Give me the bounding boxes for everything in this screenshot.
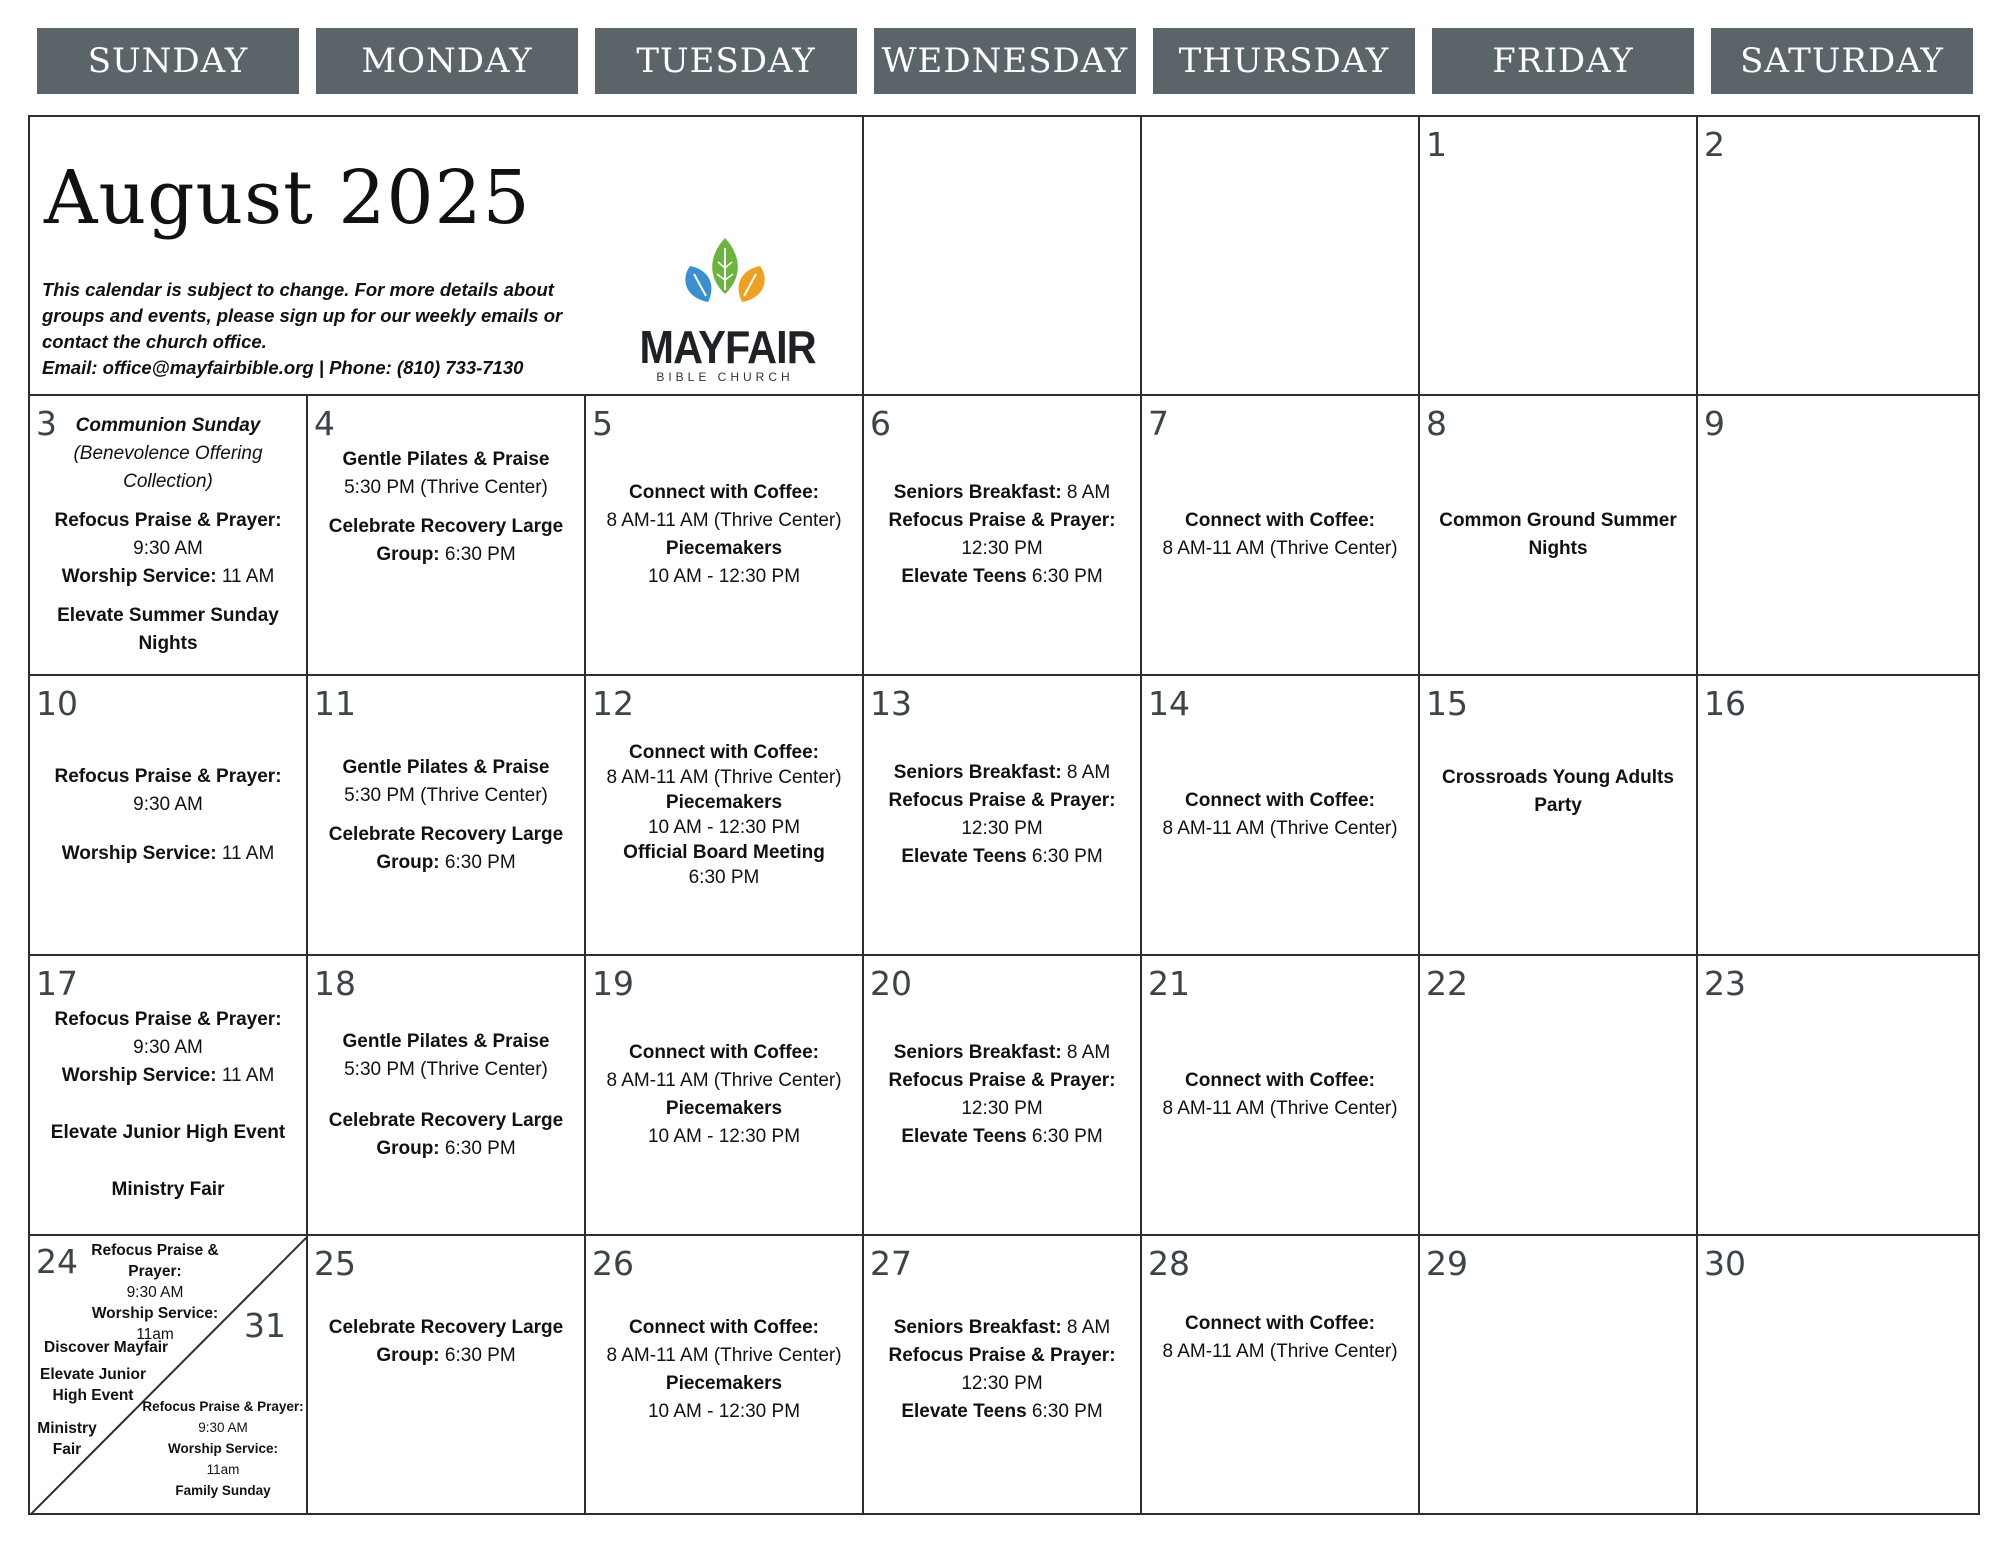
event-title bbox=[629, 1040, 819, 1066]
event-title bbox=[70, 1240, 240, 1282]
calendar-cell-aug-3[interactable] bbox=[30, 396, 308, 676]
event-list bbox=[596, 1236, 852, 1515]
event-name: Worship Service: bbox=[61, 842, 217, 864]
event-title bbox=[376, 1343, 515, 1369]
note-line: groups and events, please sign up for our weekly emails or bbox=[42, 305, 563, 326]
weekday-header-tuesday bbox=[595, 28, 857, 94]
event-list bbox=[318, 956, 574, 1234]
date-number: 7 bbox=[1148, 404, 1169, 443]
date-number: 13 bbox=[870, 684, 912, 723]
calendar-cell-aug-24-31[interactable] bbox=[30, 1236, 308, 1515]
event-time: 10 AM - 12:30 PM bbox=[647, 1126, 801, 1147]
event-name: Party bbox=[1534, 795, 1582, 816]
calendar-cell-aug-26[interactable] bbox=[586, 1236, 864, 1515]
event-time: 5:30 PM (Thrive Center) bbox=[344, 477, 548, 498]
event-title bbox=[666, 791, 782, 814]
event-time: 9:30 AM bbox=[126, 1284, 184, 1301]
event-time: 12:30 PM bbox=[961, 818, 1043, 839]
event-time: 11 AM bbox=[216, 566, 275, 587]
weekday-header-monday bbox=[316, 28, 578, 94]
date-number: 22 bbox=[1426, 964, 1468, 1003]
event-name: Nights bbox=[138, 633, 198, 654]
event-name: Refocus Praise & Prayer: bbox=[54, 1009, 282, 1030]
calendar-cell-aug-23[interactable] bbox=[1698, 956, 1978, 1236]
event-time: 8 AM-11 AM (Thrive Center) bbox=[606, 767, 842, 788]
event-time: 8 AM-11 AM (Thrive Center) bbox=[606, 510, 842, 531]
date-number: 6 bbox=[870, 404, 891, 443]
event-name: Refocus Praise & Prayer: bbox=[91, 1242, 219, 1280]
calendar-cell-aug-28[interactable] bbox=[1142, 1236, 1420, 1515]
calendar-cell-aug-12[interactable] bbox=[586, 676, 864, 956]
event-time: 9:30 AM bbox=[133, 1037, 203, 1058]
event-name: Family Sunday bbox=[175, 1483, 271, 1498]
event-title bbox=[329, 822, 563, 848]
calendar-cell-aug-13[interactable] bbox=[864, 676, 1142, 956]
event-time: 8 AM-11 AM (Thrive Center) bbox=[1162, 538, 1398, 559]
date-number: 25 bbox=[314, 1244, 356, 1283]
event-title bbox=[666, 536, 782, 562]
event-name: Connect with Coffee: bbox=[629, 1317, 819, 1338]
weekday-header-wednesday bbox=[874, 28, 1136, 94]
event-detail bbox=[73, 441, 262, 467]
event-list bbox=[874, 676, 1130, 954]
event-time: 6:30 PM bbox=[688, 867, 760, 888]
calendar-cell-aug-1[interactable] bbox=[1420, 117, 1698, 396]
date-number: 20 bbox=[870, 964, 912, 1003]
date-number: 11 bbox=[314, 684, 356, 723]
event-title bbox=[901, 844, 1102, 870]
page-title: August 2025 bbox=[44, 155, 531, 241]
event-list bbox=[596, 676, 852, 954]
event-name: Worship Service: bbox=[61, 566, 217, 587]
event-name: Elevate Teens bbox=[901, 846, 1027, 867]
event-time: 12:30 PM bbox=[961, 538, 1043, 559]
event-name: Elevate Junior bbox=[40, 1366, 146, 1383]
event-title bbox=[62, 564, 275, 590]
event-name: Celebrate Recovery Large bbox=[328, 1317, 564, 1338]
calendar-cell-empty bbox=[864, 117, 1142, 396]
calendar-cell-aug-8[interactable] bbox=[1420, 396, 1698, 676]
event-list bbox=[1152, 1236, 1408, 1515]
event-time: 11 AM bbox=[216, 842, 275, 864]
event-list bbox=[40, 676, 296, 954]
event-name: Connect with Coffee: bbox=[1185, 1313, 1375, 1334]
mayfair-logo bbox=[630, 232, 820, 382]
event-title bbox=[54, 764, 281, 790]
event-elevate-junior-high bbox=[38, 1364, 148, 1406]
event-time: 10 AM - 12:30 PM bbox=[647, 1401, 801, 1422]
event-time: 9:30 AM bbox=[133, 793, 203, 815]
calendar-cell-aug-18[interactable] bbox=[308, 956, 586, 1236]
event-title bbox=[57, 603, 279, 629]
event-title bbox=[666, 1371, 782, 1397]
event-name: Refocus Praise & Prayer: bbox=[142, 1399, 304, 1414]
event-name: Group: bbox=[376, 1345, 440, 1366]
event-name: Piecemakers bbox=[665, 792, 783, 813]
event-name: Connect with Coffee: bbox=[1185, 790, 1375, 811]
date-number: 26 bbox=[592, 1244, 634, 1283]
event-title bbox=[629, 741, 819, 764]
calendar-cell-aug-14[interactable] bbox=[1142, 676, 1420, 956]
date-number: 10 bbox=[36, 684, 78, 723]
event-title bbox=[894, 480, 1110, 506]
date-number: 23 bbox=[1704, 964, 1746, 1003]
event-name: Worship Service: bbox=[91, 1305, 219, 1322]
event-title bbox=[894, 760, 1110, 786]
event-name: Seniors Breakfast: bbox=[893, 1042, 1062, 1063]
calendar-cell-aug-22[interactable] bbox=[1420, 956, 1698, 1236]
event-title bbox=[54, 1007, 281, 1033]
date-number: 8 bbox=[1426, 404, 1447, 443]
event-name: Discover Mayfair bbox=[44, 1339, 169, 1356]
event-time: 8 AM-11 AM (Thrive Center) bbox=[606, 1070, 842, 1091]
event-title bbox=[894, 1040, 1110, 1066]
event-name: Piecemakers bbox=[665, 1098, 783, 1119]
event-time: 5:30 PM (Thrive Center) bbox=[344, 1058, 548, 1080]
event-name: Elevate Teens bbox=[901, 1126, 1027, 1147]
event-note: Collection) bbox=[123, 471, 213, 492]
calendar-cell-aug-6[interactable] bbox=[864, 396, 1142, 676]
event-list bbox=[1152, 396, 1408, 674]
date-number: 16 bbox=[1704, 684, 1746, 723]
event-title bbox=[62, 1063, 275, 1089]
event-name: Seniors Breakfast: bbox=[893, 762, 1062, 783]
event-name: Refocus Praise & Prayer: bbox=[54, 510, 282, 531]
calendar-cell-aug-5[interactable] bbox=[586, 396, 864, 676]
event-time: 11 AM bbox=[216, 1065, 275, 1086]
event-list bbox=[1430, 396, 1686, 674]
weekday-label: THURSDAY bbox=[1178, 41, 1390, 81]
calendar-title-cell bbox=[30, 117, 864, 396]
event-time: 6:30 PM bbox=[1026, 1126, 1103, 1147]
event-name: Gentle Pilates & Praise bbox=[342, 756, 550, 778]
calendar-cell-aug-17[interactable] bbox=[30, 956, 308, 1236]
event-title bbox=[1185, 1068, 1375, 1094]
event-name: Refocus Praise & Prayer: bbox=[888, 790, 1116, 811]
event-time: 9:30 AM bbox=[133, 538, 203, 559]
event-list bbox=[874, 396, 1130, 674]
event-time: 6:30 PM bbox=[1026, 846, 1103, 867]
event-title bbox=[343, 1029, 550, 1055]
event-time: 12:30 PM bbox=[961, 1373, 1043, 1394]
event-title bbox=[1185, 508, 1375, 534]
weekday-label: SATURDAY bbox=[1740, 41, 1944, 81]
event-time: 6:30 PM bbox=[1026, 566, 1103, 587]
event-list bbox=[318, 396, 574, 674]
event-name: Ministry bbox=[37, 1420, 97, 1437]
event-list-31 bbox=[140, 1396, 306, 1501]
calendar-cell-aug-21[interactable] bbox=[1142, 956, 1420, 1236]
date-number: 15 bbox=[1426, 684, 1468, 723]
contact-line: Email: office@mayfairbible.org | Phone: (810) 733-7130 bbox=[42, 357, 524, 378]
event-title bbox=[901, 1124, 1102, 1150]
event-title bbox=[888, 508, 1115, 534]
event-time: 8 AM-11 AM (Thrive Center) bbox=[1162, 818, 1398, 839]
event-title bbox=[376, 542, 515, 568]
date-number: 28 bbox=[1148, 1244, 1190, 1283]
weekday-label: FRIDAY bbox=[1492, 41, 1634, 81]
event-name: Connect with Coffee: bbox=[1185, 1070, 1375, 1091]
calendar-cell-aug-19[interactable] bbox=[586, 956, 864, 1236]
event-detail bbox=[123, 469, 213, 495]
event-title bbox=[329, 514, 563, 540]
event-title bbox=[343, 447, 550, 473]
date-number: 3 bbox=[36, 404, 57, 443]
event-name: Connect with Coffee: bbox=[629, 482, 819, 503]
calendar-grid bbox=[28, 115, 1980, 1515]
event-time: 8 AM bbox=[1061, 482, 1111, 503]
event-title bbox=[76, 413, 261, 439]
weekday-header-sunday bbox=[37, 28, 299, 94]
event-time: 8 AM-11 AM (Thrive Center) bbox=[606, 1345, 842, 1366]
event-name: Gentle Pilates & Praise bbox=[342, 1030, 550, 1052]
event-title bbox=[112, 1177, 225, 1203]
event-name: Elevate Teens bbox=[901, 1401, 1027, 1422]
calendar-cell-aug-4[interactable] bbox=[308, 396, 586, 676]
event-title bbox=[1185, 788, 1375, 814]
event-list bbox=[40, 404, 296, 674]
event-title bbox=[62, 841, 275, 867]
event-name: Elevate Summer Sunday bbox=[57, 605, 279, 626]
event-name: Connect with Coffee: bbox=[629, 1042, 819, 1063]
event-title bbox=[1534, 793, 1582, 819]
calendar-cell-aug-27[interactable] bbox=[864, 1236, 1142, 1515]
event-time: 6:30 PM bbox=[439, 851, 516, 873]
event-title bbox=[901, 1399, 1102, 1425]
event-name: Communion Sunday bbox=[75, 415, 261, 436]
event-name: Connect with Coffee: bbox=[629, 742, 819, 763]
event-name: Worship Service: bbox=[61, 1065, 217, 1086]
date-number: 9 bbox=[1704, 404, 1725, 443]
event-title bbox=[54, 508, 281, 534]
calendar-cell-aug-20[interactable] bbox=[864, 956, 1142, 1236]
event-time: 12:30 PM bbox=[961, 1098, 1043, 1119]
event-title bbox=[1528, 536, 1587, 562]
calendar-note bbox=[42, 277, 602, 381]
event-time: 9:30 AM bbox=[198, 1420, 248, 1435]
event-name: Celebrate Recovery Large bbox=[328, 1109, 564, 1131]
event-list bbox=[596, 956, 852, 1234]
event-name: Refocus Praise & Prayer: bbox=[54, 765, 282, 787]
event-time: 11am bbox=[206, 1462, 240, 1477]
date-number: 31 bbox=[244, 1306, 286, 1345]
event-title bbox=[376, 850, 515, 876]
note-line: contact the church office. bbox=[42, 331, 267, 352]
event-name: Common Ground Summer bbox=[1439, 510, 1677, 531]
date-number: 19 bbox=[592, 964, 634, 1003]
event-list bbox=[1152, 676, 1408, 954]
event-name: Fair bbox=[52, 1441, 82, 1458]
event-name: Official Board Meeting bbox=[623, 842, 825, 863]
event-discover-mayfair bbox=[44, 1337, 168, 1358]
event-time: 10 AM - 12:30 PM bbox=[647, 817, 801, 838]
event-name: Celebrate Recovery Large bbox=[328, 823, 564, 845]
leaf-logo-icon bbox=[630, 232, 820, 327]
event-name: Worship Service: bbox=[167, 1441, 279, 1456]
event-title bbox=[329, 1108, 563, 1134]
weekday-header-thursday bbox=[1153, 28, 1415, 94]
event-title bbox=[888, 1068, 1115, 1094]
event-title bbox=[888, 788, 1115, 814]
weekday-label: WEDNESDAY bbox=[881, 41, 1129, 81]
event-time: 6:30 PM bbox=[439, 1137, 516, 1159]
date-number: 24 bbox=[36, 1242, 78, 1281]
event-title bbox=[51, 1120, 285, 1146]
event-name: Piecemakers bbox=[665, 1373, 783, 1394]
event-time: 11am bbox=[136, 1326, 174, 1343]
event-list bbox=[1152, 956, 1408, 1234]
event-time: 8 AM bbox=[1061, 762, 1111, 783]
event-time: 8 AM-11 AM (Thrive Center) bbox=[1162, 1341, 1398, 1362]
event-title bbox=[629, 1315, 819, 1341]
date-number: 17 bbox=[36, 964, 78, 1003]
calendar-cell-aug-29[interactable] bbox=[1420, 1236, 1698, 1515]
event-list-24 bbox=[70, 1240, 240, 1345]
event-title bbox=[623, 841, 825, 864]
event-time: 10 AM - 12:30 PM bbox=[647, 566, 801, 587]
event-list bbox=[874, 1236, 1130, 1515]
event-name: Celebrate Recovery Large bbox=[328, 516, 564, 537]
weekday-label: MONDAY bbox=[361, 41, 533, 81]
date-number: 27 bbox=[870, 1244, 912, 1283]
event-list bbox=[40, 956, 296, 1234]
event-list bbox=[1430, 676, 1686, 954]
event-name: Refocus Praise & Prayer: bbox=[888, 510, 1116, 531]
calendar-cell-aug-15[interactable] bbox=[1420, 676, 1698, 956]
event-list bbox=[874, 956, 1130, 1234]
event-title bbox=[888, 1343, 1115, 1369]
event-name: Seniors Breakfast: bbox=[893, 1317, 1062, 1338]
event-title bbox=[1442, 765, 1674, 791]
event-title bbox=[1439, 508, 1677, 534]
date-number: 21 bbox=[1148, 964, 1190, 1003]
event-ministry-fair bbox=[32, 1418, 102, 1460]
calendar-cell-aug-30[interactable] bbox=[1698, 1236, 1978, 1515]
event-name: Gentle Pilates & Praise bbox=[342, 449, 550, 470]
date-number: 29 bbox=[1426, 1244, 1468, 1283]
event-name: Connect with Coffee: bbox=[1185, 510, 1375, 531]
event-time: 6:30 PM bbox=[1026, 1401, 1103, 1422]
date-number: 2 bbox=[1704, 125, 1725, 164]
weekday-header-saturday bbox=[1711, 28, 1973, 94]
calendar-cell-aug-16[interactable] bbox=[1698, 676, 1978, 956]
event-name: Group: bbox=[376, 1137, 440, 1159]
event-name: Elevate Teens bbox=[901, 566, 1027, 587]
event-name: Refocus Praise & Prayer: bbox=[888, 1070, 1116, 1091]
calendar-cell-aug-10[interactable] bbox=[30, 676, 308, 956]
event-name: Crossroads Young Adults bbox=[1442, 767, 1674, 788]
date-number: 14 bbox=[1148, 684, 1190, 723]
date-number: 30 bbox=[1704, 1244, 1746, 1283]
event-title bbox=[376, 1136, 515, 1162]
calendar-cell-aug-25[interactable] bbox=[308, 1236, 586, 1515]
event-title bbox=[894, 1315, 1110, 1341]
weekday-label: SUNDAY bbox=[87, 41, 249, 81]
event-title bbox=[901, 564, 1102, 590]
event-name: Piecemakers bbox=[665, 538, 783, 559]
event-time: 5:30 PM (Thrive Center) bbox=[344, 784, 548, 806]
date-number: 12 bbox=[592, 684, 634, 723]
logo-subtitle: BIBLE CHURCH bbox=[656, 370, 794, 384]
event-list bbox=[318, 676, 574, 954]
weekday-label: TUESDAY bbox=[636, 41, 816, 81]
event-list bbox=[596, 396, 852, 674]
date-number: 1 bbox=[1426, 125, 1447, 164]
event-note: (Benevolence Offering bbox=[73, 443, 263, 464]
event-name: Seniors Breakfast: bbox=[893, 482, 1062, 503]
calendar-cell-aug-7[interactable] bbox=[1142, 396, 1420, 676]
calendar-cell-aug-9[interactable] bbox=[1698, 396, 1978, 676]
calendar-cell-aug-11[interactable] bbox=[308, 676, 586, 956]
weekday-header-friday bbox=[1432, 28, 1694, 94]
event-name: Refocus Praise & Prayer: bbox=[888, 1345, 1116, 1366]
event-title bbox=[343, 755, 550, 781]
event-name: Group: bbox=[376, 851, 440, 873]
event-title bbox=[1185, 1311, 1375, 1337]
event-time: 6:30 PM bbox=[439, 1345, 516, 1366]
event-title bbox=[629, 480, 819, 506]
date-number: 18 bbox=[314, 964, 356, 1003]
note-line: This calendar is subject to change. For more details about bbox=[42, 279, 554, 300]
event-time: 8 AM bbox=[1061, 1042, 1111, 1063]
date-number: 4 bbox=[314, 404, 335, 443]
event-list bbox=[318, 1236, 574, 1515]
event-title bbox=[666, 1096, 782, 1122]
event-title bbox=[329, 1315, 563, 1341]
event-name: Nights bbox=[1528, 538, 1588, 559]
calendar-cell-empty bbox=[1142, 117, 1420, 396]
calendar-cell-aug-2[interactable] bbox=[1698, 117, 1978, 396]
date-number: 5 bbox=[592, 404, 613, 443]
event-title bbox=[70, 1303, 240, 1324]
event-name: Group: bbox=[376, 544, 440, 565]
event-name: High Event bbox=[52, 1387, 134, 1404]
event-time: 6:30 PM bbox=[439, 544, 516, 565]
event-time: 8 AM bbox=[1061, 1317, 1111, 1338]
logo-wordmark: MAYFAIR bbox=[639, 321, 816, 373]
event-title bbox=[138, 631, 197, 657]
event-name: Elevate Junior High Event bbox=[50, 1122, 286, 1143]
event-name: Ministry Fair bbox=[111, 1179, 225, 1200]
event-time: 8 AM-11 AM (Thrive Center) bbox=[1162, 1098, 1398, 1119]
